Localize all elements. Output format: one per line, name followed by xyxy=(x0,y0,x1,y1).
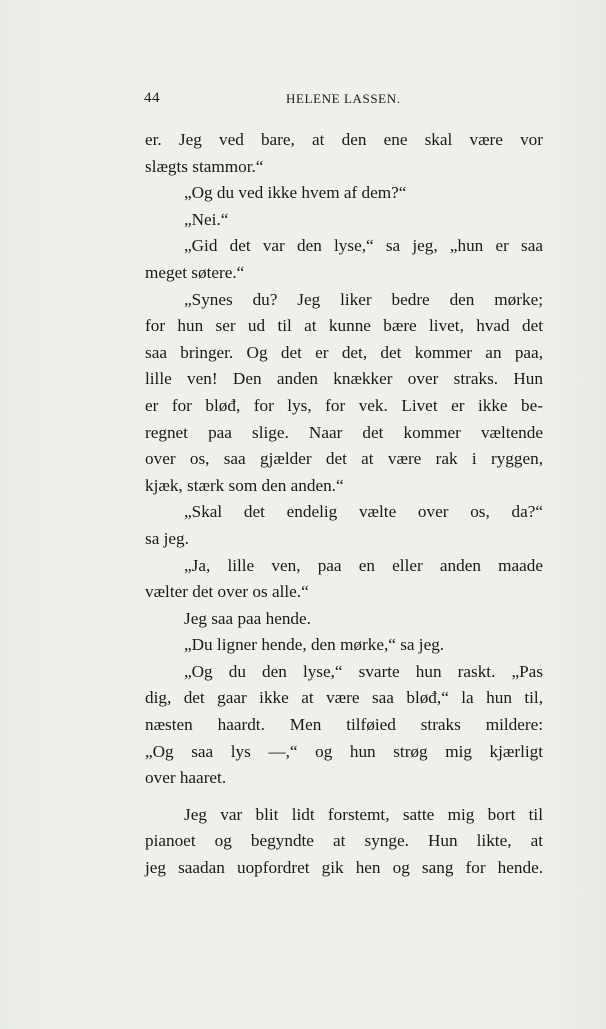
text-line: „Du ligner hende, den mørke,“ sa jeg. xyxy=(184,635,445,655)
paragraph-gap xyxy=(145,792,543,802)
text-line: „Ja, lille ven, paa en eller anden maade xyxy=(184,555,543,575)
body-text xyxy=(145,127,543,882)
text-line: „Og du ved ikke hvem af dem?“ xyxy=(184,183,407,203)
text-line: Jeg var blit lidt forstemt, satte mig bort til xyxy=(184,804,543,824)
text-line: jeg saadan uopfordret gik hen og sang for hende. xyxy=(145,858,543,878)
text-line: „Skal det endelig vælte over os, da?“ xyxy=(184,502,543,522)
text-line: for hun ser ud til at kunne bære livet, hvad det xyxy=(145,316,543,336)
text-line: „Og du den lyse,“ svarte hun raskt. „Pas xyxy=(184,661,543,681)
text-line: „Synes du? Jeg liker bedre den mørke; xyxy=(184,289,543,309)
text-line: dig, det gaar ikke at være saa bløđ,“ la hun til, xyxy=(145,688,543,708)
text-line: over os, saa gjælder det at være rak i ryggen, xyxy=(145,449,543,469)
text-line: Jeg saa paa hende. xyxy=(184,608,311,628)
text-line: „Gid det var den lyse,“ sa jeg, „hun er saa xyxy=(184,236,543,256)
text-line: næsten haardt. Men tilføied straks mildere: xyxy=(145,715,543,735)
text-line: saa bringer. Og det er det, det kommer an paa, xyxy=(145,342,543,362)
text-line: „Nei.“ xyxy=(184,209,229,229)
page-header xyxy=(144,90,542,112)
text-line: regnet paa slige. Naar det kommer væltende xyxy=(145,422,543,442)
text-line: slægts stammor.“ xyxy=(145,156,264,176)
text-line: meget søtere.“ xyxy=(145,262,245,282)
text-line: pianoet og begyndte at synge. Hun likte, at xyxy=(145,831,543,851)
text-line: sa jeg. xyxy=(145,528,189,548)
text-line: vælter det over os alle.“ xyxy=(145,582,309,602)
text-line: lille ven! Den anden knækker over straks. Hun xyxy=(145,369,543,389)
text-line: over haaret. xyxy=(145,768,227,788)
text-line: kjæk, stærk som den anden.“ xyxy=(145,475,344,495)
text-line: er for bløđ, for lys, for vek. Livet er ikke be- xyxy=(145,395,543,415)
page-number: 44 xyxy=(144,90,160,106)
running-title: HELENE LASSEN. xyxy=(286,91,401,106)
text-line: „Og saa lys —,“ og hun strøg mig kjærligt xyxy=(145,741,543,761)
text-line: er. Jeg ved bare, at den ene skal være vor xyxy=(145,130,543,149)
